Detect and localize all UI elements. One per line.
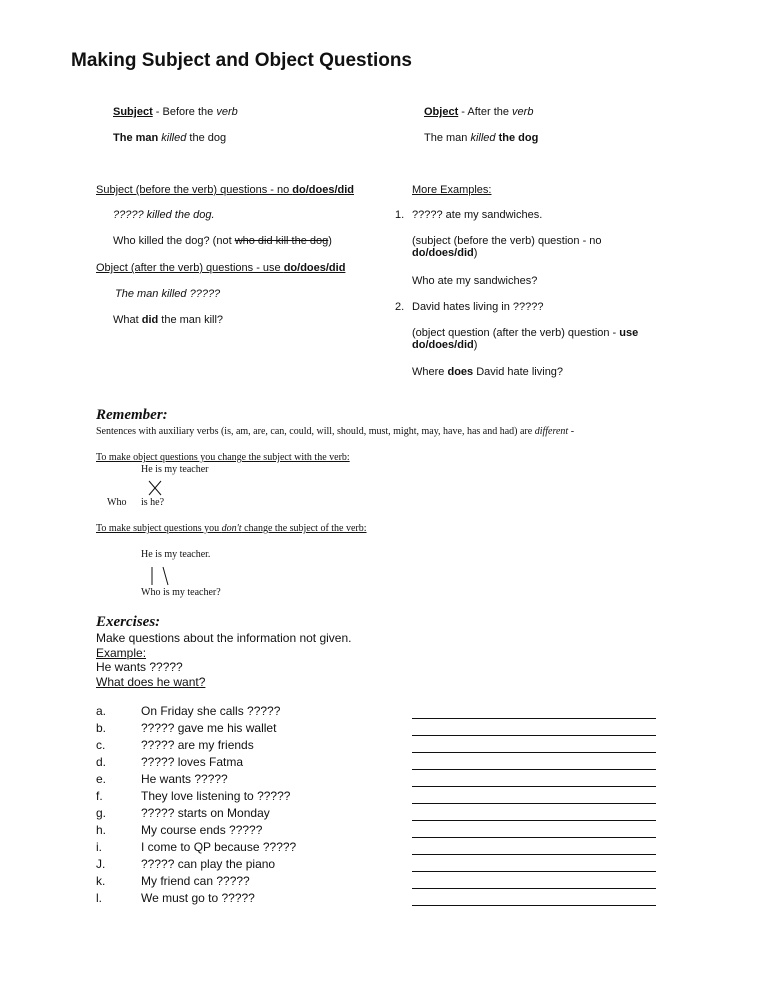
exercise-letter: k. [96, 874, 106, 888]
example-1-note: (subject (before the verb) question - no do/does/did) [412, 235, 602, 259]
exercises-instruction: Make questions about the information not given. [96, 631, 352, 645]
object-rule: To make object questions you change the subject with the verb: [96, 452, 350, 463]
object-question-2: What did the man kill? [113, 314, 224, 326]
answer-blank-line[interactable] [412, 820, 656, 821]
exercise-prompt: My course ends ????? [141, 823, 263, 837]
answer-blank-line[interactable] [412, 837, 656, 838]
answer-blank-line[interactable] [412, 905, 656, 906]
subject-example: The man killed the dog [113, 132, 227, 144]
more-examples-heading: More Examples: [412, 184, 492, 196]
example-2-text: David hates living in ????? [412, 301, 544, 313]
answer-blank-line[interactable] [412, 786, 656, 787]
exercise-letter: i. [96, 840, 102, 854]
exercise-prompt: I come to QP because ????? [141, 840, 297, 854]
example-2-note: (object question (after the verb) question - use do/does/did) [412, 327, 639, 351]
exercise-prompt: My friend can ????? [141, 874, 250, 888]
exercise-prompt: ????? are my friends [141, 738, 254, 752]
answer-blank-line[interactable] [412, 752, 656, 753]
exercise-letter: c. [96, 738, 106, 752]
example-number-1: 1. [395, 209, 405, 221]
object-question-1: The man killed ????? [115, 288, 221, 300]
exercise-prompt: He wants ????? [141, 772, 228, 786]
swap-cross-icon [147, 479, 163, 497]
object-label: Object [424, 106, 459, 118]
object-rule-who: Who [107, 497, 127, 508]
answer-blank-line[interactable] [412, 735, 656, 736]
subject-rule: To make subject questions you don't change the subject of the verb: [96, 523, 367, 534]
exercise-letter: b. [96, 721, 107, 735]
straight-lines-icon [147, 565, 177, 587]
subject-label: Subject [113, 106, 153, 118]
example-given: He wants ????? [96, 660, 183, 674]
answer-blank-line[interactable] [412, 718, 656, 719]
example-label: Example: [96, 646, 147, 660]
object-rule-sentence: He is my teacher [141, 464, 209, 475]
exercise-prompt: On Friday she calls ????? [141, 704, 281, 718]
exercise-prompt: ????? loves Fatma [141, 755, 244, 769]
exercise-letter: f. [96, 789, 103, 803]
object-example: The man killed the dog [424, 132, 539, 144]
subject-definition: Subject - Before the verb [113, 106, 238, 118]
object-questions-heading: Object (after the verb) questions - use do/does/did [96, 262, 346, 274]
exercise-letter: J. [96, 857, 106, 871]
answer-blank-line[interactable] [412, 854, 656, 855]
exercise-letter: a. [96, 704, 107, 718]
answer-blank-line[interactable] [412, 888, 656, 889]
page-title: Making Subject and Object Questions [71, 50, 412, 71]
exercise-letter: l. [96, 891, 102, 905]
subject-question-1: ????? killed the dog. [113, 209, 215, 221]
subject-questions-heading: Subject (before the verb) questions - no do/does/did [96, 184, 355, 196]
example-1-text: ????? ate my sandwiches. [412, 209, 543, 221]
exercise-letter: g. [96, 806, 107, 820]
answer-blank-line[interactable] [412, 803, 656, 804]
answer-blank-line[interactable] [412, 769, 656, 770]
remember-heading: Remember: [96, 407, 168, 423]
subject-rule-question: Who is my teacher? [141, 587, 221, 598]
example-answer: What does he want? [96, 675, 206, 689]
object-rule-ishe: is he? [141, 497, 165, 508]
answer-blank-line[interactable] [412, 871, 656, 872]
example-2-answer: Where does David hate living? [412, 366, 564, 378]
remember-line: Sentences with auxiliary verbs (is, am, are, can, could, will, should, must, might, may, have, has and had) are different - [96, 426, 575, 437]
exercise-prompt: ????? starts on Monday [141, 806, 270, 820]
example-1-answer: Who ate my sandwiches? [412, 275, 538, 287]
exercise-letter: d. [96, 755, 107, 769]
exercises-heading: Exercises: [96, 614, 161, 630]
subject-rule-sentence: He is my teacher. [141, 549, 211, 560]
exercise-prompt: They love listening to ????? [141, 789, 291, 803]
example-number-2: 2. [395, 301, 405, 313]
subject-question-2: Who killed the dog? (not who did kill the dog) [113, 235, 332, 247]
object-definition: Object - After the verb [424, 106, 534, 118]
exercise-letter: h. [96, 823, 107, 837]
exercise-prompt: We must go to ????? [141, 891, 255, 905]
exercise-prompt: ????? gave me his wallet [141, 721, 277, 735]
exercise-letter: e. [96, 772, 107, 786]
exercise-prompt: ????? can play the piano [141, 857, 276, 871]
